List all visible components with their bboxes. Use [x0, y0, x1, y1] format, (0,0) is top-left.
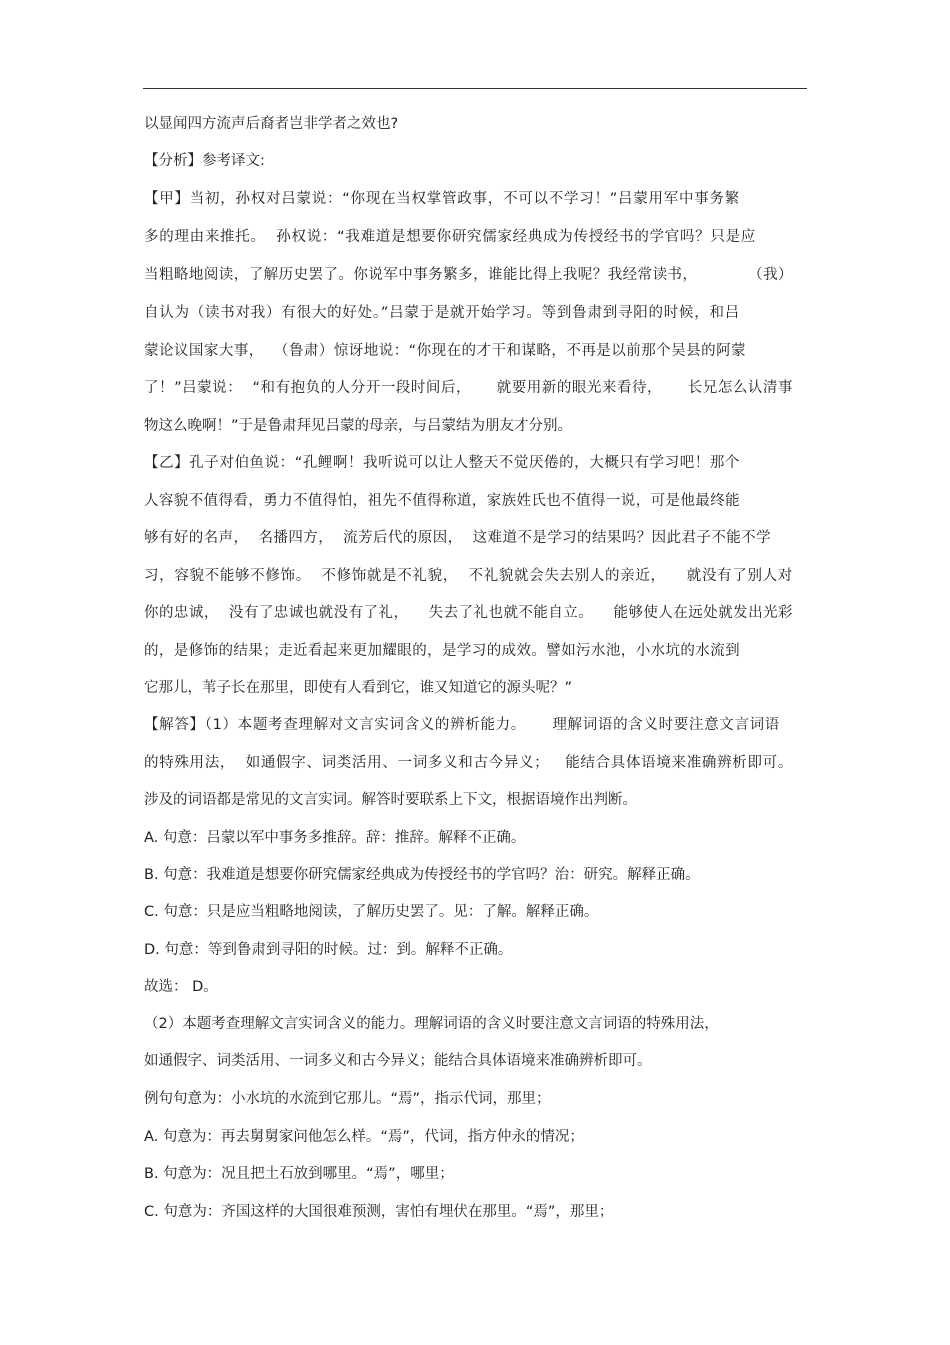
- text-line: C. 句意为：齐国这样的大国很难预测，害怕有埋伏在那里。“焉”，那里；: [144, 1204, 614, 1220]
- text-line: 例句句意为：小水坑的水流到它那儿。“焉”，指示代词，那里；: [144, 1091, 551, 1107]
- text-line: 涉及的词语都是常见的文言实词。解答时要联系上下文，根据语境作出判断。: [144, 792, 637, 808]
- text-line: 人容貌不值得看，勇力不值得怕，祖先不值得称道，家族姓氏也不值得一说，可是他最终能: [144, 493, 740, 509]
- text-line: 你的忠诚， 没有了忠诚也就没有了礼， 失去了礼也就不能自立。 能够使人在远处就发出光彩: [144, 605, 793, 621]
- text-line: 以显闻四方流声后裔者岂非学者之效也?: [144, 116, 399, 132]
- text-line: A. 句意为：再去舅舅家问他怎么样。“焉”，代词，指方仲永的情况；: [144, 1129, 584, 1145]
- header-rule: [143, 88, 807, 89]
- text-line: 【甲】当初，孙权对吕蒙说：“你现在当权掌管政事，不可以不学习！”吕蒙用军中事务繁: [144, 191, 740, 207]
- text-line: 的特殊用法， 如通假字、词类活用、一词多义和古今异义； 能结合具体语境来准确辨析即可。: [144, 755, 794, 771]
- text-line: 【分析】参考译文:: [144, 153, 265, 169]
- text-line: 多的理由来推托。 孙权说：“我难道是想要你研究儒家经典成为传授经书的学官吗？只是应: [144, 229, 757, 245]
- text-line: 它那儿，苇子长在那里，即使有人看到它，谁又知道它的源头呢？”: [144, 680, 573, 696]
- text-line: 【乙】孔子对伯鱼说：“孔鲤啊！我听说可以让人整天不觉厌倦的，大概只有学习吧！那个: [144, 455, 741, 471]
- text-line: D. 句意：等到鲁肃到寻阳的时候。过：到。解释不正确。: [144, 942, 513, 958]
- text-line: 【解答】（1）本题考查理解对文言实词含义的辨析能力。 理解词语的含义时要注意文言词语: [144, 717, 780, 733]
- text-line: 自认为（读书对我）有很大的好处。”吕蒙于是就开始学习。等到鲁肃到寻阳的时候，和吕: [144, 305, 740, 321]
- text-line: 的，是修饰的结果；走近看起来更加耀眼的，是学习的成效。譬如污水池，小水坑的水流到: [144, 643, 740, 659]
- text-line: B. 句意：我难道是想要你研究儒家经典成为传授经书的学官吗？治：研究。解释正确。: [144, 867, 700, 883]
- text-line: C. 句意：只是应当粗略地阅读，了解历史罢了。见：了解。解释正确。: [144, 904, 599, 920]
- text-line: 够有好的名声， 名播四方， 流芳后代的原因， 这难道不是学习的结果吗？因此君子不能不学: [144, 530, 772, 546]
- text-line: B. 句意为：况且把土石放到哪里。“焉”，哪里；: [144, 1166, 454, 1182]
- text-line: 故选： D。: [144, 979, 218, 995]
- text-line: 了！”吕蒙说： “和有抱负的人分开一段时间后， 就要用新的眼光来看待， 长兄怎么认清事: [144, 380, 793, 396]
- text-line: 习，容貌不能够不修饰。 不修饰就是不礼貌， 不礼貌就会失去别人的亲近， 就没有了别人对: [144, 568, 793, 584]
- text-line: 物这么晚啊！”于是鲁肃拜见吕蒙的母亲，与吕蒙结为朋友才分别。: [144, 418, 573, 434]
- text-line: 当粗略地阅读，了解历史罢了。你说军中事务繁多，谁能比得上我呢？我经常读书， （我）: [144, 267, 793, 283]
- text-line: 如通假字、词类活用、一词多义和古今异义；能结合具体语境来准确辨析即可。: [144, 1053, 652, 1069]
- text-line: 蒙论议国家大事， （鲁肃）惊讶地说：“你现在的才干和谋略，不再是以前那个吴县的阿蒙: [144, 343, 747, 359]
- text-line: （2）本题考查理解文言实词含义的能力。理解词语的含义时要注意文言词语的特殊用法，: [144, 1016, 719, 1032]
- text-line: A. 句意：吕蒙以军中事务多推辞。辞：推辞。解释不正确。: [144, 830, 526, 846]
